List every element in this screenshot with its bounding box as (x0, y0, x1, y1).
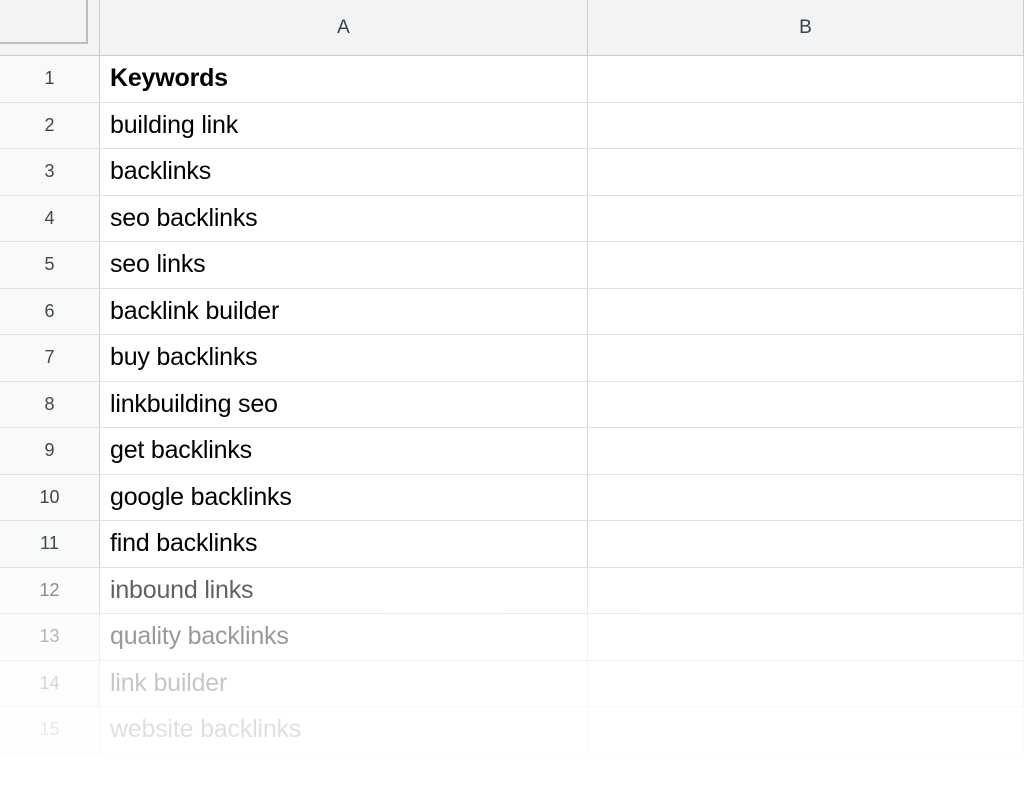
column-header-b[interactable]: B (588, 0, 1024, 55)
cell-b4[interactable] (588, 196, 1024, 242)
cell-b1[interactable] (588, 56, 1024, 102)
table-row[interactable] (0, 196, 1024, 243)
cell-b9[interactable] (588, 428, 1024, 474)
row-header[interactable]: 10 (0, 475, 100, 521)
table-row[interactable] (0, 289, 1024, 336)
cell-a14[interactable]: link builder (100, 661, 588, 707)
row-header[interactable]: 7 (0, 335, 100, 381)
row-header[interactable]: 13 (0, 614, 100, 660)
table-row[interactable] (0, 428, 1024, 475)
cell-a9[interactable]: get backlinks (100, 428, 588, 474)
row-header[interactable]: 8 (0, 382, 100, 428)
column-header-a[interactable]: A (100, 0, 588, 55)
cell-b12[interactable] (588, 568, 1024, 614)
cell-a3[interactable]: backlinks (100, 149, 588, 195)
cell-b5[interactable] (588, 242, 1024, 288)
cell-a10[interactable]: google backlinks (100, 475, 588, 521)
cell-b15[interactable] (588, 707, 1024, 753)
cell-b11[interactable] (588, 521, 1024, 567)
row-header[interactable]: 3 (0, 149, 100, 195)
column-header-row (0, 0, 1024, 56)
table-row[interactable] (0, 382, 1024, 429)
cell-a2[interactable]: building link (100, 103, 588, 149)
cell-b7[interactable] (588, 335, 1024, 381)
row-header[interactable]: 1 (0, 56, 100, 102)
cell-b10[interactable] (588, 475, 1024, 521)
row-header[interactable]: 2 (0, 103, 100, 149)
row-header[interactable]: 11 (0, 521, 100, 567)
cell-b8[interactable] (588, 382, 1024, 428)
table-row[interactable] (0, 521, 1024, 568)
table-row[interactable] (0, 149, 1024, 196)
cell-b2[interactable] (588, 103, 1024, 149)
cell-a7[interactable]: buy backlinks (100, 335, 588, 381)
cell-b3[interactable] (588, 149, 1024, 195)
cell-a1[interactable]: Keywords (100, 56, 588, 102)
table-row[interactable] (0, 103, 1024, 150)
table-row[interactable] (0, 475, 1024, 522)
cell-a4[interactable]: seo backlinks (100, 196, 588, 242)
cell-a12[interactable]: inbound links (100, 568, 588, 614)
cell-a15[interactable]: website backlinks (100, 707, 588, 753)
row-header[interactable]: 12 (0, 568, 100, 614)
select-all-corner[interactable] (0, 0, 100, 55)
grid-bottom-whitespace (0, 754, 1024, 800)
table-row[interactable] (0, 335, 1024, 382)
cell-b13[interactable] (588, 614, 1024, 660)
row-header[interactable]: 9 (0, 428, 100, 474)
cell-b6[interactable] (588, 289, 1024, 335)
row-header[interactable]: 15 (0, 707, 100, 753)
cell-a5[interactable]: seo links (100, 242, 588, 288)
cell-a13[interactable]: quality backlinks (100, 614, 588, 660)
grid-rows (0, 56, 1024, 754)
row-header[interactable]: 6 (0, 289, 100, 335)
table-row[interactable] (0, 568, 1024, 615)
row-header[interactable]: 14 (0, 661, 100, 707)
cell-a8[interactable]: linkbuilding seo (100, 382, 588, 428)
cell-a6[interactable]: backlink builder (100, 289, 588, 335)
cell-a11[interactable]: find backlinks (100, 521, 588, 567)
row-header[interactable]: 5 (0, 242, 100, 288)
row-header[interactable]: 4 (0, 196, 100, 242)
cell-b14[interactable] (588, 661, 1024, 707)
table-row[interactable] (0, 707, 1024, 754)
table-row[interactable] (0, 56, 1024, 103)
table-row[interactable] (0, 661, 1024, 708)
table-row[interactable] (0, 242, 1024, 289)
table-row[interactable] (0, 614, 1024, 661)
